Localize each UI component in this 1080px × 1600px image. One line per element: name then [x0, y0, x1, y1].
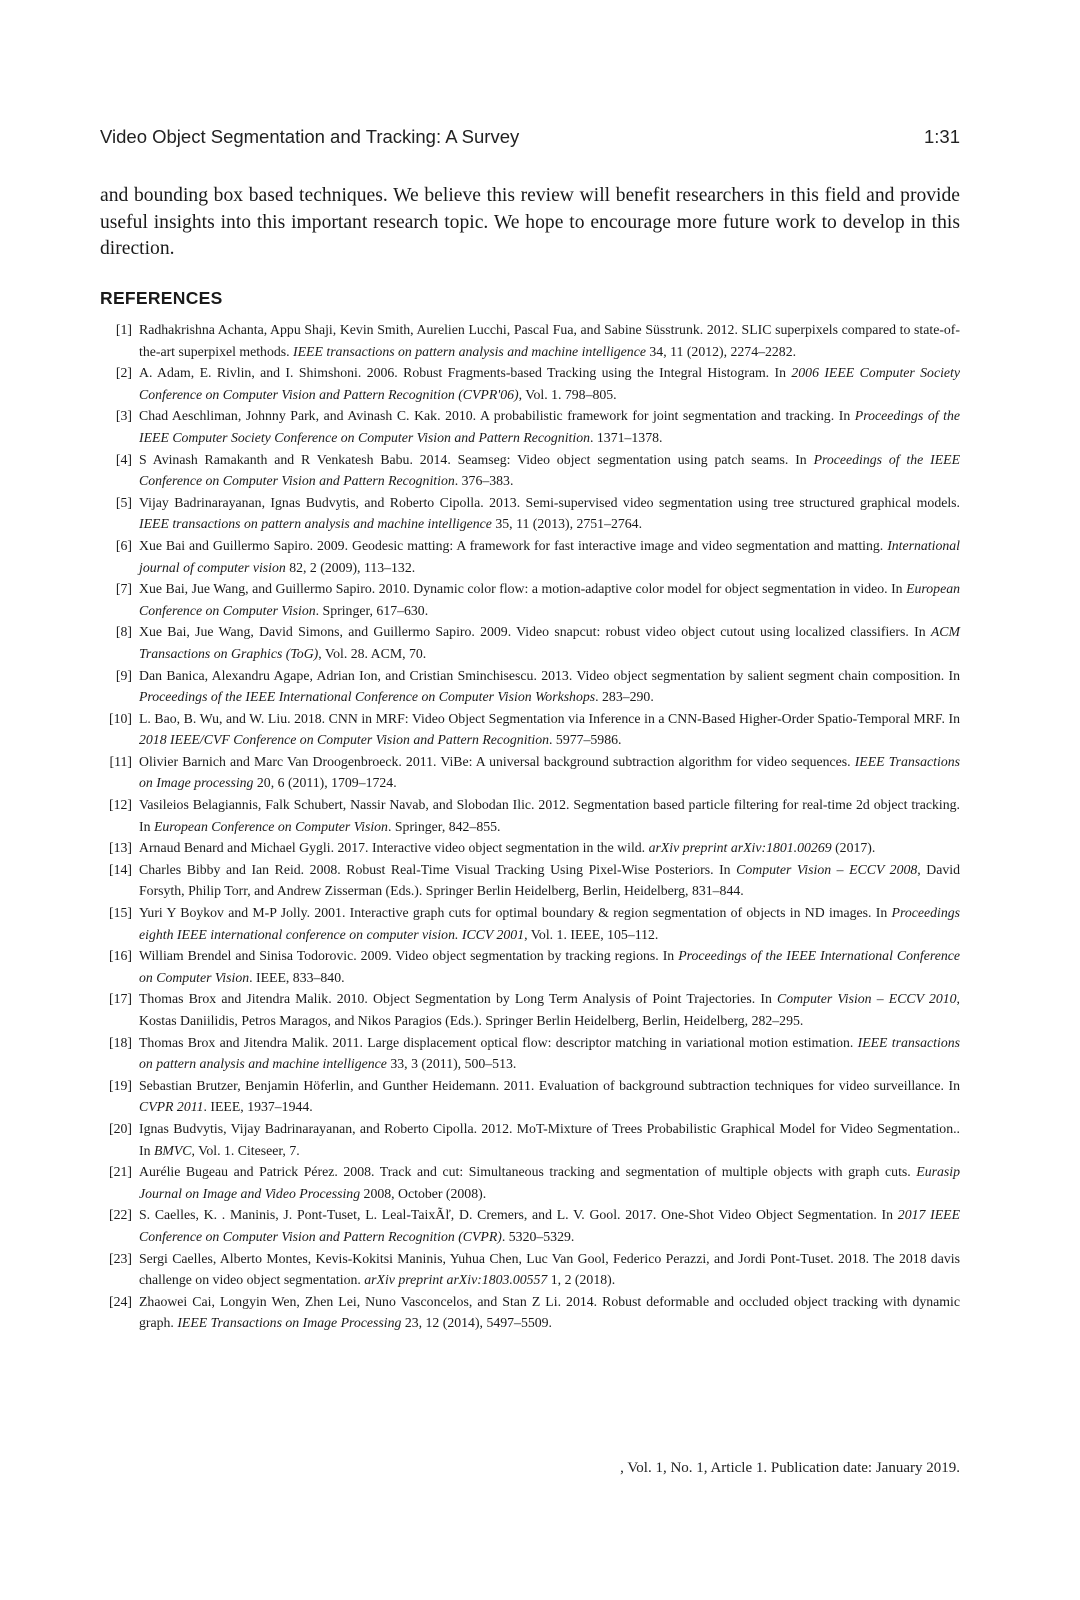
reference-item: [100, 1204, 960, 1247]
reference-authors-title: Sebastian Brutzer, Benjamin Höferlin, and Gunther Heidemann. 2011. Evaluation of background subtraction techniques for video surveillance. In: [139, 1077, 960, 1093]
reference-venue: Proceedings of the IEEE Conference on Computer Vision and Pattern Recognition: [139, 451, 960, 489]
reference-number: [13]: [109, 840, 132, 856]
reference-venue: BMVC: [153, 1142, 192, 1158]
reference-authors-title: Olivier Barnich and Marc Van Droogenbroeck. 2011. ViBe: A universal background subtraction algorithm for video sequences.: [139, 753, 855, 769]
reference-venue: 2017 IEEE Conference on Computer Vision and Pattern Recognition (CVPR): [139, 1207, 961, 1244]
reference-venue: Eurasip Journal on Image and Video Processing: [139, 1164, 960, 1201]
reference-venue: arXiv preprint arXiv:1801.00269: [648, 840, 832, 856]
reference-number: [10]: [109, 710, 132, 726]
reference-item: [100, 708, 960, 751]
reference-venue: 2018 IEEE/CVF Conference on Computer Vision and Pattern Recognition: [139, 732, 550, 748]
reference-authors-title: Xue Bai, Jue Wang, and Guillermo Sapiro. 2010. Dynamic color flow: a motion-adaptive color model for object segmentation in video. In: [139, 581, 907, 597]
reference-details: . IEEE, 1937–1944.: [203, 1099, 313, 1115]
reference-item: [100, 1118, 960, 1161]
reference-venue: Computer Vision – ECCV 2010: [777, 991, 957, 1007]
reference-venue: Proceedings of the IEEE International Conference on Computer Vision: [139, 948, 960, 985]
reference-number: [7]: [115, 581, 132, 597]
reference-number: [1]: [115, 322, 132, 337]
running-title: Video Object Segmentation and Tracking: A Survey: [100, 126, 520, 147]
references-list: [100, 319, 960, 1334]
reference-item: [100, 319, 960, 362]
reference-number: [17]: [109, 991, 132, 1007]
reference-details: , Kostas Daniilidis, Petros Maragos, and Nikos Paragios (Eds.). Springer Berlin Heidelberg, Berlin, Heidelberg, 282–295.: [139, 991, 960, 1028]
reference-item: [100, 405, 960, 448]
reference-venue: International journal of computer vision: [139, 537, 960, 575]
reference-number: [8]: [115, 624, 132, 640]
reference-number: [6]: [115, 537, 132, 553]
reference-authors-title: Xue Bai, Jue Wang, David Simons, and Guillermo Sapiro. 2009. Video snapcut: robust video object cutout using localized classifiers. In: [139, 624, 931, 640]
reference-venue: Proceedings eighth IEEE international conference on computer vision. ICCV 2001: [139, 905, 960, 942]
reference-item: [100, 751, 960, 794]
reference-number: [20]: [109, 1120, 132, 1136]
reference-authors-title: Charles Bibby and Ian Reid. 2008. Robust Real-Time Visual Tracking Using Pixel-Wise Posteriors. In: [139, 861, 737, 877]
reference-venue: IEEE transactions on pattern analysis and machine intelligence: [139, 516, 492, 532]
reference-details: 20, 6 (2011), 1709–1724.: [253, 775, 397, 791]
reference-venue: CVPR 2011: [139, 1099, 204, 1115]
reference-venue: IEEE Transactions on Image processing: [139, 753, 960, 791]
reference-details: . 283–290.: [595, 689, 654, 705]
reference-venue: arXiv preprint arXiv:1803.00557: [364, 1272, 548, 1288]
reference-venue: European Conference on Computer Vision: [153, 818, 388, 834]
reference-details: . Springer, 617–630.: [315, 602, 429, 618]
reference-item: [100, 1161, 960, 1204]
reference-authors-title: Aurélie Bugeau and Patrick Pérez. 2008. Track and cut: Simultaneous tracking and segmentation of multiple objects with graph cuts.: [139, 1164, 917, 1180]
reference-authors-title: A. Adam, E. Rivlin, and I. Shimshoni. 2006. Robust Fragments-based Tracking using the Integral Histogram. In: [139, 365, 792, 381]
reference-details: . 1371–1378.: [590, 429, 663, 445]
reference-item: [100, 837, 960, 859]
reference-authors-title: Vijay Badrinarayanan, Ignas Budvytis, and Roberto Cipolla. 2013. Semi-supervised video segmentation using tree structured graphical models.: [139, 494, 960, 510]
reference-item: [100, 665, 960, 708]
reference-item: [100, 794, 960, 837]
reference-details: , Vol. 28. ACM, 70.: [318, 645, 427, 661]
reference-details: 33, 3 (2011), 500–513.: [386, 1056, 517, 1072]
reference-item: [100, 492, 960, 535]
reference-authors-title: Sergi Caelles, Alberto Montes, Kevis-Kokitsi Maninis, Yuhua Chen, Luc Van Gool, Federico Perazzi, and Jordi Pont-Tuset. 2018. The 2018 davis challenge on video object segmentation.: [139, 1250, 960, 1288]
reference-venue: Proceedings of the IEEE International Conference on Computer Vision Workshops: [139, 689, 596, 705]
reference-venue: Computer Vision – ECCV 2008: [736, 861, 918, 877]
reference-details: . IEEE, 833–840.: [249, 969, 345, 985]
reference-number: [19]: [109, 1077, 132, 1093]
reference-authors-title: Arnaud Benard and Michael Gygli. 2017. Interactive video object segmentation in the wild.: [139, 840, 649, 856]
reference-details: , David Forsyth, Philip Torr, and Andrew Zisserman (Eds.). Springer Berlin Heidelberg, Berlin, Heidelberg, 831–844.: [139, 861, 960, 899]
reference-item: [100, 578, 960, 621]
reference-venue: IEEE Transactions on Image Processing: [177, 1315, 402, 1331]
reference-number: [14]: [109, 861, 132, 877]
reference-item: [100, 945, 960, 988]
reference-authors-title: William Brendel and Sinisa Todorovic. 2009. Video object segmentation by tracking regions. In: [139, 948, 679, 964]
reference-item: [100, 1075, 960, 1118]
reference-item: [100, 1291, 960, 1334]
reference-details: , Vol. 1. Citeseer, 7.: [191, 1142, 300, 1158]
reference-authors-title: Thomas Brox and Jitendra Malik. 2010. Object Segmentation by Long Term Analysis of Point Trajectories. In: [139, 991, 777, 1007]
reference-details: . Springer, 842–855.: [387, 818, 501, 834]
reference-authors-title: S. Caelles, K. . Maninis, J. Pont-Tuset, L. Leal-TaixÃľ, D. Cremers, and L. V. Gool. 2017. One-Shot Video Object Segmentation. In: [139, 1207, 898, 1223]
reference-venue: Proceedings of the IEEE Computer Society Conference on Computer Vision and Pattern Recognition: [139, 408, 960, 445]
reference-number: [22]: [109, 1207, 132, 1223]
reference-item: [100, 902, 960, 945]
reference-number: [2]: [115, 365, 132, 381]
reference-details: . 376–383.: [454, 473, 514, 489]
reference-number: [5]: [115, 494, 132, 510]
reference-number: [4]: [115, 451, 132, 467]
reference-item: [100, 621, 960, 664]
reference-authors-title: Xue Bai and Guillermo Sapiro. 2009. Geodesic matting: A framework for fast interactive image and video segmentation and matting.: [139, 537, 888, 553]
reference-authors-title: Zhaowei Cai, Longyin Wen, Zhen Lei, Nuno Vasconcelos, and Stan Z Li. 2014. Robust deformable and occluded object tracking with dynamic graph.: [139, 1293, 960, 1331]
reference-item: [100, 1248, 960, 1291]
reference-details: (2017).: [831, 840, 876, 856]
reference-authors-title: Vasileios Belagiannis, Falk Schubert, Nassir Navab, and Slobodan Ilic. 2012. Segmentation based particle filtering for real-time 2d object tracking. In: [139, 797, 960, 834]
reference-authors-title: Ignas Budvytis, Vijay Badrinarayanan, and Roberto Cipolla. 2012. MoT-Mixture of Trees Probabilistic Graphical Model for Video Segmentation.. In: [139, 1120, 960, 1158]
reference-number: [21]: [109, 1164, 132, 1180]
reference-number: [16]: [109, 948, 132, 964]
reference-item: [100, 988, 960, 1031]
reference-details: . 5320–5329.: [501, 1228, 575, 1244]
reference-item: [100, 449, 960, 492]
reference-item: [100, 535, 960, 578]
reference-authors-title: Dan Banica, Alexandru Agape, Adrian Ion, and Cristian Sminchisescu. 2013. Video object segmentation by salient segment chain composition. In: [139, 667, 960, 683]
reference-number: [24]: [109, 1293, 132, 1309]
reference-venue: ACM Transactions on Graphics (ToG): [139, 624, 960, 661]
reference-item: [100, 1032, 960, 1075]
reference-venue: IEEE transactions on pattern analysis and machine intelligence: [293, 343, 646, 359]
reference-details: 35, 11 (2013), 2751–2764.: [491, 516, 643, 532]
references-heading: REFERENCES: [100, 288, 223, 308]
reference-number: [9]: [115, 667, 132, 683]
reference-number: [18]: [109, 1034, 132, 1050]
reference-authors-title: Chad Aeschliman, Johnny Park, and Avinash C. Kak. 2010. A probabilistic framework for joint segmentation and tracking. In: [139, 408, 855, 424]
reference-item: [100, 859, 960, 902]
reference-venue: European Conference on Computer Vision: [139, 581, 960, 618]
reference-authors-title: L. Bao, B. Wu, and W. Liu. 2018. CNN in MRF: Video Object Segmentation via Inference in a CNN-Based Higher-Order Spatio-Temporal MRF. In: [139, 710, 960, 726]
publication-footer: , Vol. 1, No. 1, Article 1. Publication date: January 2019.: [620, 1460, 960, 1476]
reference-number: [3]: [115, 408, 132, 424]
reference-details: . 5977–5986.: [549, 732, 622, 748]
reference-details: 82, 2 (2009), 113–132.: [285, 559, 416, 575]
reference-number: [23]: [109, 1250, 132, 1266]
reference-details: , Vol. 1. 798–805.: [518, 386, 617, 402]
intro-paragraph: and bounding box based techniques. We believe this review will benefit researchers in this field and provide useful insights into this important research topic. We hope to encourage more future work to develop in this direction.: [100, 185, 960, 259]
reference-authors-title: S Avinash Ramakanth and R Venkatesh Babu. 2014. Seamseg: Video object segmentation using patch seams. In: [139, 451, 814, 467]
reference-details: 1, 2 (2018).: [547, 1272, 616, 1288]
reference-details: 2008, October (2008).: [360, 1185, 487, 1201]
reference-authors-title: Yuri Y Boykov and M-P Jolly. 2001. Interactive graph cuts for optimal boundary & region segmentation of objects in ND images. In: [139, 905, 892, 921]
reference-details: , Vol. 1. IEEE, 105–112.: [524, 926, 659, 942]
reference-number: [15]: [109, 905, 132, 921]
reference-number: [12]: [109, 797, 132, 813]
reference-authors-title: Thomas Brox and Jitendra Malik. 2011. Large displacement optical flow: descriptor matching in variational motion estimation.: [139, 1034, 858, 1050]
reference-venue: 2006 IEEE Computer Society Conference on Computer Vision and Pattern Recognition (CVPR'06): [139, 365, 960, 402]
running-header: [100, 126, 960, 152]
reference-item: [100, 362, 960, 405]
reference-number: [11]: [109, 753, 132, 769]
page-number: 1:31: [923, 126, 960, 147]
reference-authors-title: Radhakrishna Achanta, Appu Shaji, Kevin Smith, Aurelien Lucchi, Pascal Fua, and Sabine Süsstrunk. 2012. SLIC superpixels compared to state-of-the-art superpixel methods.: [139, 322, 960, 359]
reference-details: 34, 11 (2012), 2274–2282.: [645, 343, 797, 359]
reference-details: 23, 12 (2014), 5497–5509.: [401, 1315, 552, 1331]
reference-venue: IEEE transactions on pattern analysis and machine intelligence: [139, 1034, 960, 1072]
